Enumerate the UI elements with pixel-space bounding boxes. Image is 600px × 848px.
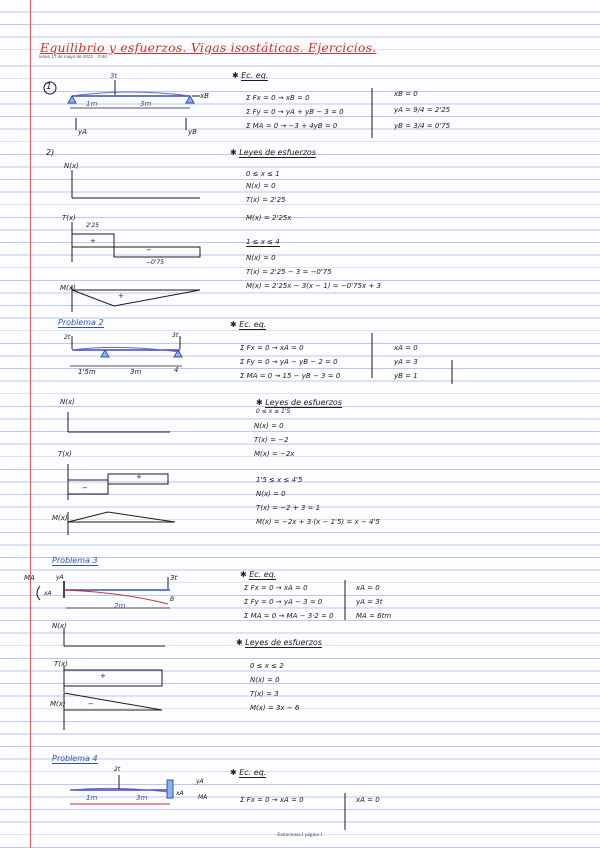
problem1-eq-heading: ✱ Ec. eq. (232, 71, 269, 80)
problem1-moment-sign: + (118, 292, 124, 300)
problem2-diagram-n: N(x) (60, 398, 75, 406)
problem1-minus-sign: − (146, 246, 152, 254)
problem2-eq-1: Σ Fx = 0 → xA = 0 (240, 344, 304, 352)
problem2-tramo1-n: N(x) = 0 (254, 422, 284, 430)
problem4-ya: yA (196, 778, 204, 785)
problem2-eq-heading: ✱ Ec. eq. (230, 320, 267, 329)
problem3-tramo1-t: T(x) = 3 (250, 690, 279, 698)
problem2-tramo1-m: M(x) = −2x (254, 450, 295, 458)
problem2-result-2: yA = 3 (394, 358, 418, 366)
problem2-tramo2-t: T(x) = −2 + 3 = 1 (256, 504, 321, 512)
page-title: Equilibrio y esfuerzos. Vigas isostáticas. Ejercicios. (40, 40, 377, 55)
problem1-tramo1-n: N(x) = 0 (246, 182, 276, 190)
problem1-tramo2-m: M(x) = 2'25x − 3(x − 1) = −0'75x + 3 (246, 282, 381, 290)
problem3-diagram-t: T(x) (54, 660, 68, 668)
problem2-eq-3: Σ MA = 0 → 15 − yB − 3 = 0 (240, 372, 341, 380)
problem3-ma: MA (24, 574, 35, 582)
problem3-label: Problema 3 (52, 556, 98, 565)
problem3-ya: yA (56, 574, 64, 581)
problem1-tramo2-range: 1 ≤ x ≤ 4 (246, 238, 280, 246)
problem1-moment-curve (72, 290, 200, 306)
problem3-result-2: yA = 3t (356, 598, 383, 606)
problem1-eq-1: Σ Fx = 0 → xB = 0 (246, 94, 310, 102)
problem4-load: 2t (114, 766, 121, 773)
problem3-load: 3t (170, 574, 178, 582)
problem1-tramo1-t: T(x) = 2'25 (246, 196, 286, 204)
problem3-b: B (170, 596, 175, 603)
problem1-xb: xB (200, 92, 209, 100)
problem1-eq-3: Σ MA = 0 → −3 + 4yB = 0 (246, 122, 338, 130)
problem1-tramo1-range: 0 ≤ x ≤ 1 (246, 170, 280, 178)
problem2-dim-2: 3m (130, 368, 142, 376)
problem3-eq-3: Σ MA = 0 → MA − 3·2 = 0 (244, 612, 334, 620)
problem4-eq-1: Σ Fx = 0 → xA = 0 (240, 796, 304, 804)
problem3-tramo1-n: N(x) = 0 (250, 676, 280, 684)
problem2-result-3: yB = 1 (394, 372, 418, 380)
problem1-result-1: xB = 0 (394, 90, 418, 98)
problem1-result-2: yA = 9/4 = 2'25 (394, 106, 451, 114)
problem1-number: 1 (46, 82, 52, 92)
problem4-eq-heading: ✱ Ec. eq. (230, 768, 267, 777)
problem1-shear-negative (114, 247, 200, 257)
problem1-tramo2-n: N(x) = 0 (246, 254, 276, 262)
problem2-tramo2-m: M(x) = −2x + 3·(x − 1'5) = x − 4'5 (256, 518, 380, 526)
problem2-plus-sign: + (136, 473, 142, 481)
problem1-diagram-n: N(x) (64, 162, 79, 170)
problem2-diagram-m: M(x) (52, 514, 68, 522)
problem2-tramo1-range: 0 ≤ x ≤ 1'5 (256, 408, 291, 415)
problem3-eq-2: Σ Fy = 0 → yA − 3 = 0 (244, 598, 323, 606)
problem2-tramo1-t: T(x) = −2 (254, 436, 289, 444)
problem4-result-1: xA = 0 (356, 796, 380, 804)
problem1-plus-sign: + (90, 237, 96, 245)
problem1-result-3: yB = 3/4 = 0'75 (394, 122, 451, 130)
problem2-load-2: 3t (172, 332, 179, 339)
problem2-tramo2-range: 1'5 ≤ x ≤ 4'5 (256, 476, 303, 484)
problem3-tramo1-m: M(x) = 3x − 6 (250, 704, 300, 712)
problem1-load: 3t (110, 72, 118, 80)
problem1-support-a (68, 96, 76, 103)
problem3-dim: 2m (114, 602, 126, 610)
problem4-dim-1: 1m (86, 794, 98, 802)
problem4-xa: xA (176, 790, 184, 797)
problem1-tramo2-t: T(x) = 2'25 − 3 = −0'75 (246, 268, 332, 276)
problem2-leyes-heading: ✱ Leyes de esfuerzos (256, 398, 342, 407)
problem1-diagram-t: T(x) (62, 214, 76, 222)
problem2-minus-sign: − (82, 484, 88, 492)
problem1-ya: yA (78, 128, 87, 136)
problem2-dim-1: 1'5m (78, 368, 96, 376)
problem3-result-3: MA = 6tm (356, 612, 392, 620)
problem3-leyes-heading: ✱ Leyes de esfuerzos (236, 638, 322, 647)
problem4-dim-2: 3m (136, 794, 148, 802)
problem1-diagram-m: M(x) (60, 284, 76, 292)
problem1-dim-2: 3m (140, 100, 152, 108)
page-date: lunes 17 de mayo de 2021 (39, 54, 94, 59)
page-footer: Estructuras I página 1 (277, 832, 323, 838)
problem2-tramo2-n: N(x) = 0 (256, 490, 286, 498)
problem1-leyes-heading: ✱ Leyes de esfuerzos (230, 148, 316, 157)
problem2-eq-2: Σ Fy = 0 → yA − yB − 2 = 0 (240, 358, 338, 366)
problem4-ma: MA (198, 794, 208, 801)
problem2-diagram-t: T(x) (58, 450, 72, 458)
problem4-label: Problema 4 (52, 754, 98, 763)
problem2-load-1: 2t (64, 334, 71, 341)
problem3-result-1: xA = 0 (356, 584, 380, 592)
problem1-yb: yB (188, 128, 197, 136)
problem1-tramo1-m: M(x) = 2'25x (246, 214, 292, 222)
problem1-step: 2) (46, 148, 55, 157)
problem3-diagram-m: M(x) (50, 700, 66, 708)
problem1-dim-1: 1m (86, 100, 98, 108)
problem3-minus-sign: − (88, 700, 94, 708)
problem3-plus-sign: + (100, 672, 106, 680)
problem2-result-1: xA = 0 (394, 344, 418, 352)
problem1-support-b (186, 96, 194, 103)
problem3-eq-1: Σ Fx = 0 → xA = 0 (244, 584, 308, 592)
problem1-shear-value-1: 2'25 (86, 222, 100, 229)
page-time: 0:40 (98, 54, 107, 59)
problem3-tramo1-range: 0 ≤ x ≤ 2 (250, 662, 284, 670)
problem3-diagram-n: N(x) (52, 622, 67, 630)
problem1-eq-2: Σ Fy = 0 → yA + yB − 3 = 0 (246, 108, 344, 116)
problem2-label: Problema 2 (58, 318, 104, 327)
problem3-xa: xA (44, 590, 52, 597)
problem2-dim-3: 4 (174, 366, 179, 374)
problem3-eq-heading: ✱ Ec. eq. (240, 570, 277, 579)
problem1-shear-value-2: −0'75 (146, 259, 165, 266)
